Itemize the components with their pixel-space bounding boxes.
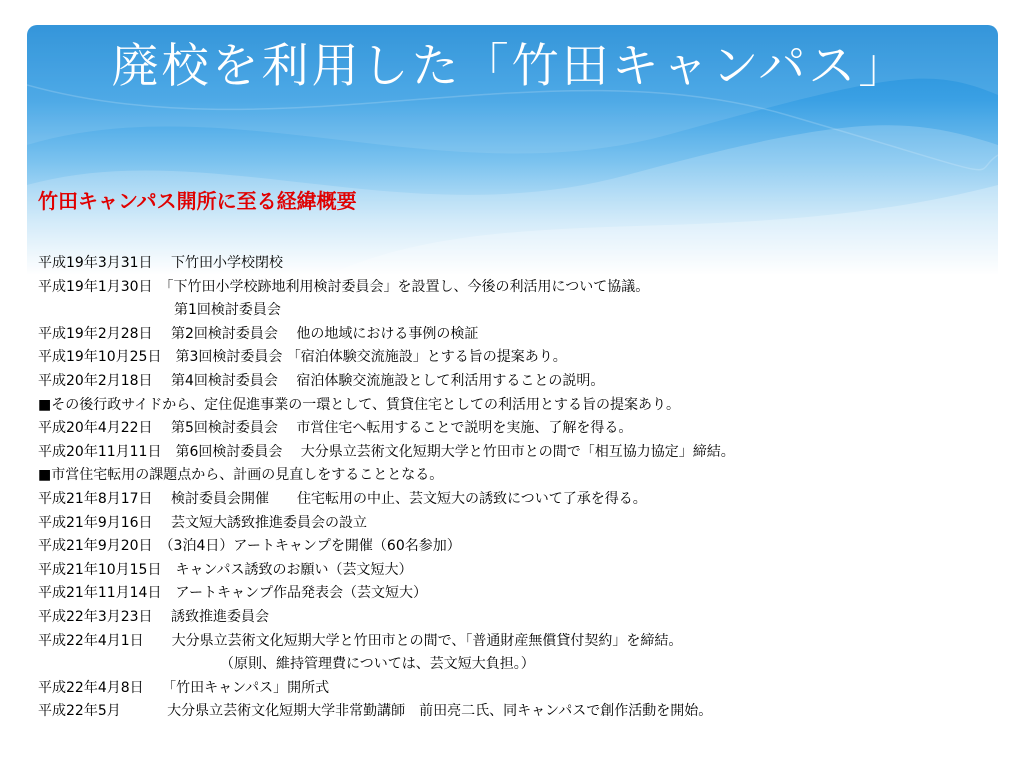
timeline-line: 平成21年8月17日 検討委員会開催 住宅転用の中止、芸文短大の誘致について了承を得る。 [38,490,647,507]
timeline-line: 平成20年11月11日 第6回検討委員会 大分県立芸術文化短期大学と竹田市との間で「相互協力協定」締結。 [38,443,735,460]
timeline-line: 平成20年4月22日 第5回検討委員会 市営住宅へ転用することで説明を実施、了解を得る。 [38,420,633,437]
timeline-line: 平成19年2月28日 第2回検討委員会 他の地域における事例の検証 [38,325,479,342]
timeline-line: 平成19年10月25日 第3回検討委員会 「宿泊体験交流施設」とする旨の提案あり。 [38,349,567,366]
timeline-line: ■市営住宅転用の課題点から、計画の見直しをすることとなる。 [38,467,444,484]
timeline-line: 平成22年4月1日 大分県立芸術文化短期大学と竹田市との間で、「普通財産無償貸付契約」を締結。 [38,632,683,649]
timeline-line: 平成20年2月18日 第4回検討委員会 宿泊体験交流施設として利活用することの説明。 [38,372,605,389]
history-timeline [38,252,735,724]
timeline-line: 平成19年3月31日 下竹田小学校閉校 [38,255,283,271]
timeline-line: 第1回検討委員会 [174,302,281,319]
slide-subtitle: 竹田キャンパス開所に至る経緯概要 [38,189,357,213]
timeline-line: 平成22年4月8日 「竹田キャンパス」開所式 [38,679,330,696]
timeline-line: 平成21年9月16日 芸文短大誘致推進委員会の設立 [38,514,367,531]
timeline-line: 平成22年5月 大分県立芸術文化短期大学非常勤講師 前田亮二氏、同キャンパスで創作活動を開始。 [38,703,713,720]
timeline-line: （原則、維持管理費については、芸文短大負担。） [220,656,535,673]
timeline-line: 平成21年10月15日 キャンパス誘致のお願い（芸文短大） [38,561,413,578]
timeline-line: ■その後行政サイドから、定住促進事業の一環として、賃貸住宅としての利活用とする旨の提案あり。 [38,396,680,413]
timeline-line: 平成19年1月30日 「下竹田小学校跡地利用検討委員会」を設置し、今後の利活用について協議。 [38,278,650,295]
timeline-line: 平成21年11月14日 アートキャンプ作品発表会（芸文短大） [38,585,428,602]
slide-title: 廃校を利用した「竹田キャンパス」 [111,39,909,94]
timeline-line: 平成22年3月23日 誘致推進委員会 [38,608,269,625]
timeline-line: 平成21年9月20日 （3泊4日）アートキャンプを開催（60名参加） [38,538,461,555]
